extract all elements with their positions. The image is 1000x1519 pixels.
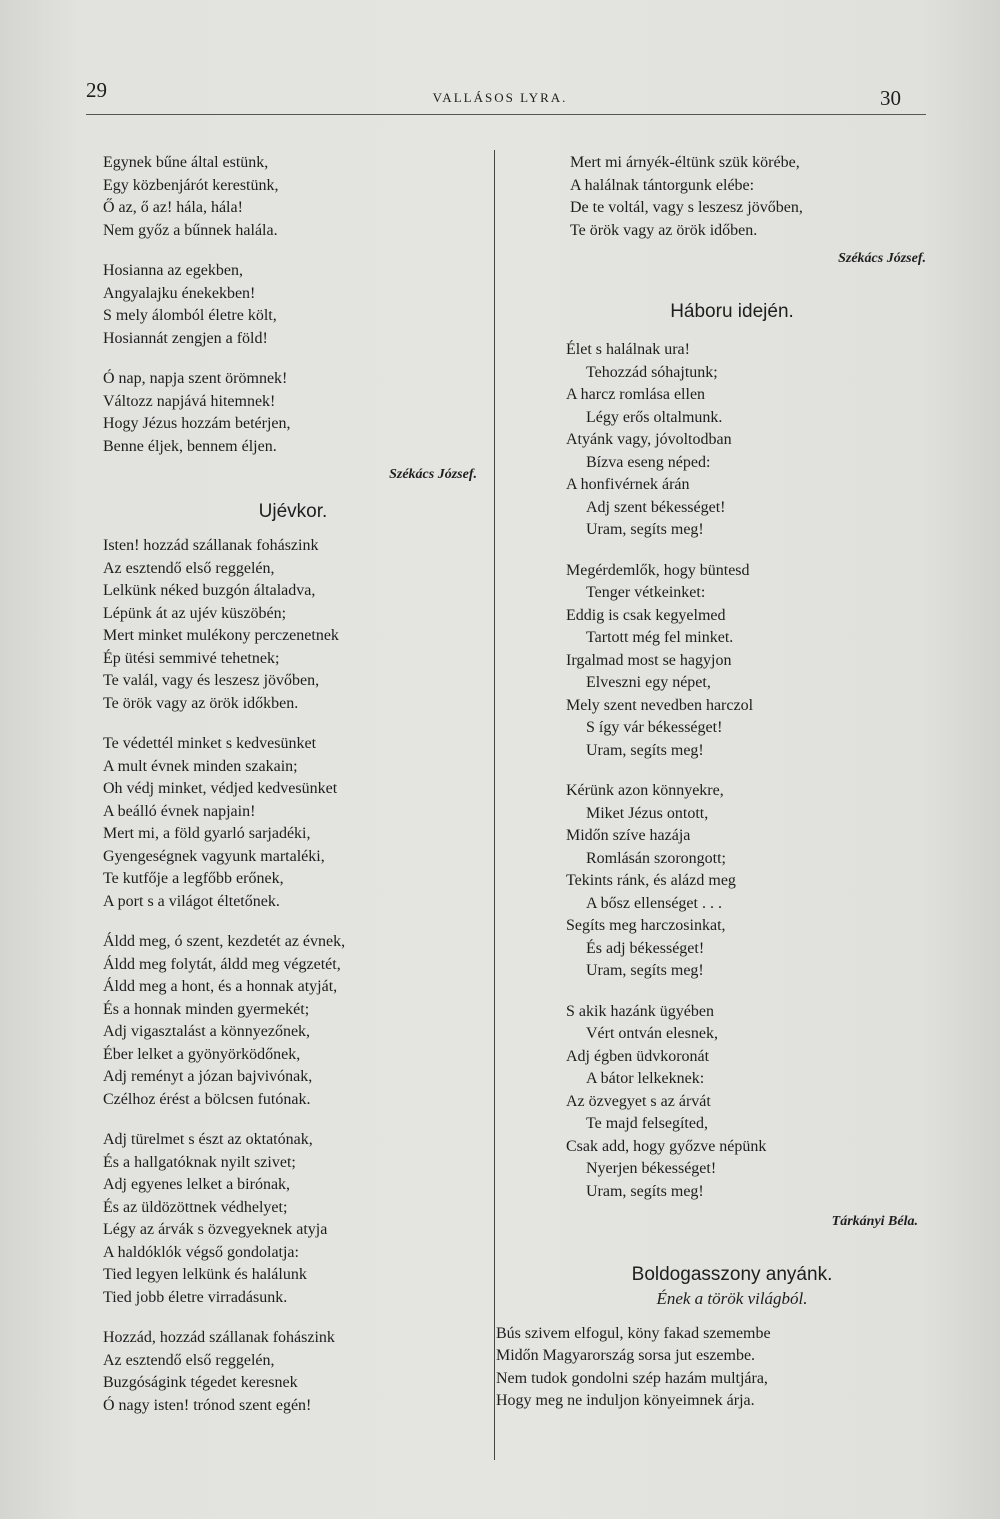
verse-line: Bús szivem elfogul, köny fakad szemembe [496,1324,771,1342]
poem1-stanza-2 [103,260,483,350]
verse-line: Segíts meg harczosinkat, [566,917,726,934]
verse-line: Te kutfője a legfőbb erőnek, [103,870,284,887]
verse-line: Nem tudok gondolni szép hazám multjára, [496,1369,768,1387]
verse-line: Bízva eseng néped: [586,453,711,471]
verse-line: Mert minket mulékony perczenetnek [103,627,339,644]
verse-line: Uram, segíts meg! [586,741,704,759]
verse-line: Az özvegyet s az árvát [566,1092,711,1110]
page-number-right: 30 [880,86,901,110]
author-signature: Székács József. [389,467,477,482]
verse-line: Nyerjen békességet! [586,1160,717,1177]
author-signature: Székács József. [838,251,926,266]
poem1-stanza-3 [103,368,483,458]
poem2-final-stanza [492,152,932,242]
verse-line: Áldd meg, ó szent, kezdetét az évnek, [103,933,346,950]
verse-line: És a hallgatóknak nyilt szivet; [103,1153,296,1171]
poem3-stanza-1 [492,339,932,542]
poem2-stanza-2 [103,733,483,913]
verse-line: Áldd meg folytát, áldd meg végzetét, [103,955,341,973]
verse-line: A halálnak tántorgunk elébe: [570,176,755,194]
poem2-stanza-3 [103,931,483,1111]
verse-line: A haldóklók végső gondolatja: [103,1243,299,1261]
verse-line: Éber lelket a gyönyörködőnek, [103,1045,301,1063]
verse-line: Lelkünk néked buzgón általadva, [103,582,316,599]
verse-line: Elveszni egy népet, [586,674,711,691]
verse-line: Élet s halálnak ura! [566,341,690,358]
verse-line: Isten! hozzád szállanak fohászink [103,537,319,554]
poem-title: Háboru idején. [670,300,794,322]
verse-line: Adj szent békességet! [586,498,726,516]
running-title: VALLÁSOS LYRA. [432,90,568,105]
poem1-stanza-1 [103,152,483,242]
verse-line: Tenger vétkeinket: [586,584,706,601]
verse-line: Czélhoz érést a bölcsen futónak. [103,1090,311,1108]
verse-line: Tekints ránk, és alázd meg [566,872,736,889]
verse-line: Te majd felsegíted, [586,1115,708,1132]
verse-line: Adj türelmet s észt az oktatónak, [103,1131,313,1148]
verse-line: Csak add, hogy győzve népünk [566,1137,767,1155]
verse-line: Egy közbenjárót kerestünk, [103,176,279,194]
verse-line: A honfivérnek árán [566,476,690,493]
verse-line: Ép ütési semmivé tehetnek; [103,649,280,667]
verse-line: Oh védj minket, védjed kedvesünket [103,780,338,797]
verse-line: Te örök vagy az örök időkben. [103,694,299,712]
verse-line: Eddig is csak kegyelmed [566,606,726,624]
header-rule [86,114,926,115]
page-number-left: 29 [86,78,107,102]
verse-line: S mely álomból életre költ, [103,307,277,324]
verse-line: Gyengeségnek vagyunk martaléki, [103,847,325,865]
poem2-stanza-1 [103,535,483,715]
verse-line: És a honnak minden gyermekét; [103,1000,310,1018]
verse-line: Egynek bűne által estünk, [103,154,269,171]
verse-line: Ó nagy isten! trónod szent egén! [103,1396,312,1414]
verse-line: Te valál, vagy és leszesz jövőben, [103,672,320,689]
verse-line: Légy az árvák s özvegyeknek atyja [103,1221,328,1238]
verse-line: Adj égben üdvkoronát [566,1047,710,1065]
verse-line: Nem győz a bűnnek halála. [103,221,278,239]
verse-line: Tartott még fel minket. [586,629,734,646]
verse-line: Te védettél minket s kedvesünket [103,735,317,752]
left-column [103,152,483,1435]
verse-line: Hogy Jézus hozzám betérjen, [103,415,291,432]
verse-line: Légy erős oltalmunk. [586,408,723,426]
verse-line: Uram, segíts meg! [586,1182,704,1200]
verse-line: Romlásán szorongott; [586,849,726,867]
verse-line: Az esztendő első reggelén, [103,559,275,577]
verse-line: Tehozzád sóhajtunk; [586,363,718,381]
poem-title: Ujévkor. [258,500,328,522]
verse-line: Az esztendő első reggelén, [103,1351,275,1369]
verse-line: Tied legyen lelkünk és halálunk [103,1266,307,1283]
verse-line: Uram, segíts meg! [586,962,704,979]
verse-line: Ő az, ő az! hála, hála! [103,199,243,216]
verse-line: Mert mi árnyék-éltünk szük körébe, [570,154,800,171]
verse-line: Áldd meg a hont, és a honnak atyját, [103,978,338,995]
poem2-stanza-4 [103,1129,483,1309]
verse-line: Ó nap, napja szent örömnek! [103,370,288,387]
verse-line: Adj reményt a józan bajvivónak, [103,1068,313,1085]
verse-line: És az üldözöttnek védhelyet; [103,1198,288,1216]
verse-line: Hosianna az egekben, [103,262,243,279]
poem3-stanza-4 [492,1001,932,1204]
verse-line: Angyalajku énekekben! [103,284,256,302]
verse-line: S akik hazánk ügyében [566,1002,714,1020]
verse-line: Hogy meg ne induljon könyeimnek árja. [496,1392,755,1409]
verse-line: Vért ontván elesnek, [586,1025,718,1042]
verse-line: Irgalmad most se hagyjon [566,651,732,669]
verse-line: Atyánk vagy, jóvoltodban [566,431,732,448]
verse-line: A port s a világot éltetőnek. [103,892,280,910]
right-column [492,152,932,1431]
poem3-stanza-3 [492,780,932,983]
verse-line: Uram, segíts meg! [586,521,704,538]
verse-line: Hozzád, hozzád szállanak fohászink [103,1329,335,1346]
verse-line: Megérdemlők, hogy büntesd [566,561,750,579]
verse-line: Tied jobb életre virradásunk. [103,1288,288,1306]
verse-line: De te voltál, vagy s leszesz jövőben, [570,199,803,216]
poem2-stanza-5 [103,1327,483,1417]
verse-line: A bősz ellenséget . . . [586,894,722,912]
verse-line: A beálló évnek napjain! [103,802,256,820]
verse-line: A harcz romlása ellen [566,386,706,403]
verse-line: Lépünk át az ujév küszöbén; [103,604,287,622]
verse-line: És adj békességet! [586,939,705,957]
verse-line: Te örök vagy az örök időben. [570,221,758,239]
verse-line: Benne éljek, bennem éljen. [103,437,277,455]
verse-line: Változz napjává hitemnek! [103,392,276,410]
verse-line: Buzgóságink tégedet keresnek [103,1374,298,1391]
verse-line: Kérünk azon könnyekre, [566,782,724,799]
verse-line: A mult évnek minden szakain; [103,757,298,775]
poem-title: Boldogasszony anyánk. [631,1263,833,1285]
verse-line: Midőn Magyarország sorsa jut eszembe. [496,1347,756,1364]
poem-subtitle: Ének a török világból. [656,1289,808,1308]
poem3-stanza-2 [492,560,932,763]
verse-line: Midőn szíve hazája [566,827,691,844]
verse-line: S így vár békességet! [586,719,723,736]
author-signature: Tárkányi Béla. [831,1214,918,1229]
poem4-stanza-1 [492,1323,932,1413]
verse-line: Mely szent nevedben harczol [566,696,754,714]
verse-line: Mert mi, a föld gyarló sarjadéki, [103,825,311,842]
verse-line: Miket Jézus ontott, [586,804,709,822]
verse-line: Adj egyenes lelket a birónak, [103,1176,291,1193]
verse-line: A bátor lelkeknek: [586,1070,705,1087]
verse-line: Hosiannát zengjen a föld! [103,329,268,347]
verse-line: Adj vigasztalást a könnyezőnek, [103,1023,311,1040]
